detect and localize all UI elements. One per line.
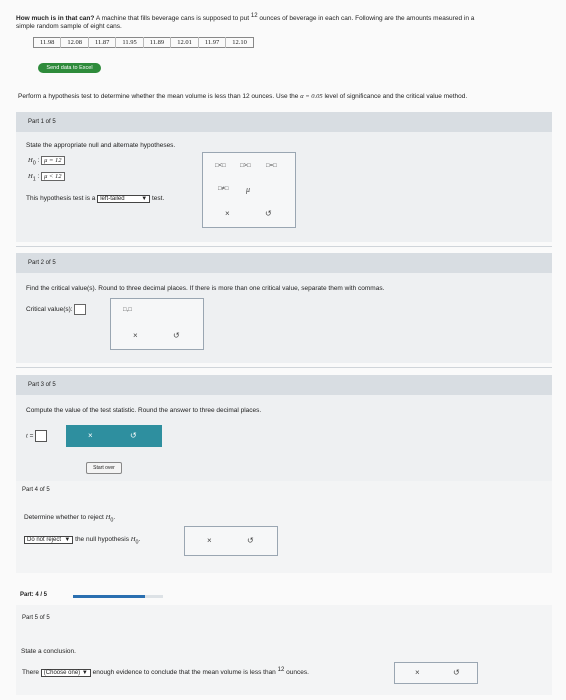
reject-suffix: the null hypothesis — [75, 536, 129, 543]
table-cell: 12.10 — [226, 38, 254, 48]
part2-header: Part 2 of 5 — [16, 253, 552, 273]
clear-icon[interactable]: × — [415, 668, 420, 677]
t-label: t — [26, 432, 28, 440]
start-over-button[interactable]: Start over — [86, 462, 122, 474]
clear-icon[interactable]: × — [88, 431, 93, 440]
h1-label: H — [28, 173, 33, 180]
reject-select[interactable] — [24, 536, 73, 544]
reject-value: Do not reject — [27, 537, 62, 543]
clear-icon[interactable]: × — [207, 536, 212, 545]
test-type-select[interactable] — [97, 195, 150, 203]
table-cell: 11.95 — [116, 38, 143, 48]
part1-prompt: State the appropriate null and alternate hypotheses. — [26, 142, 176, 149]
chevron-down-icon: ▼ — [81, 670, 88, 677]
part2-prompt: Find the critical value(s). Round to three decimal places. If there is more than one critical value, separate them with commas. — [26, 285, 385, 292]
conclusion-middle: enough evidence to conclude that the mean volume is less than — [92, 669, 276, 677]
clear-icon[interactable]: × — [133, 331, 138, 340]
question-text-c: simple random sample of eight cans. — [16, 23, 122, 31]
h0-label: H — [105, 514, 111, 521]
progress-bar — [73, 595, 163, 598]
critical-palette — [110, 298, 204, 350]
critical-value-label: Critical value(s): — [26, 306, 73, 314]
question-text — [16, 12, 556, 31]
table-row — [34, 38, 254, 48]
conclusion-palette — [394, 662, 478, 684]
h0-sub: 0 — [110, 517, 114, 524]
h1-sub: 1 — [32, 176, 36, 183]
test-stat-row — [26, 430, 47, 442]
question-title: How much is in that can? — [16, 15, 95, 23]
instruction-b: ounces. Use the — [251, 93, 299, 100]
conclusion-suffix: ounces. — [286, 669, 309, 677]
table-cell: 11.87 — [89, 38, 116, 48]
h0-input[interactable]: μ = 12 — [41, 156, 64, 165]
test-suffix: test. — [151, 195, 165, 202]
data-table — [33, 37, 254, 48]
reject-row: Do not reject ▼ the null hypothesis $H_0$. — [24, 536, 140, 545]
part5-section — [16, 605, 552, 695]
comma-button[interactable]: □,□ — [123, 307, 132, 313]
conclusion-row — [22, 667, 309, 676]
h0-sub: 0 — [32, 160, 36, 167]
part2-section — [16, 253, 552, 363]
test-stat-toolbar — [66, 425, 162, 447]
alpha-value: α = 0.05 — [300, 93, 323, 100]
conclusion-prefix: There — [22, 669, 39, 677]
part4-prompt-text: Determine whether to reject — [24, 514, 104, 521]
part3-header: Part 3 of 5 — [16, 375, 552, 395]
instruction-c: level of significance and the critical value method. — [324, 93, 468, 100]
undo-icon[interactable]: ↺ — [265, 209, 272, 218]
table-cell: 11.98 — [40, 39, 55, 46]
divider — [16, 367, 552, 368]
conclusion-value: (Choose one) — [43, 670, 81, 677]
test-prefix: This hypothesis test is a — [26, 195, 96, 202]
instructions — [18, 93, 467, 100]
test-stat-input[interactable] — [35, 430, 47, 442]
h0-sub: 0 — [135, 539, 139, 546]
greater-than-button[interactable]: □>□ — [240, 163, 251, 169]
part4-prompt: Determine whether to reject $H_0$. — [24, 514, 116, 524]
part4-section — [16, 481, 552, 573]
undo-icon[interactable]: ↺ — [247, 536, 254, 545]
question-text-a: A machine that fills beverage cans is supposed to put — [95, 15, 250, 23]
progress-fill — [73, 595, 145, 598]
h0-row: $H_0$ : μ = 12 — [28, 156, 65, 166]
part1-header: Part 1 of 5 — [16, 112, 552, 132]
undo-icon[interactable]: ↺ — [173, 331, 180, 340]
test-type-value: left-tailed — [100, 196, 125, 202]
critical-value-row — [26, 304, 86, 315]
undo-icon[interactable]: ↺ — [453, 668, 460, 677]
t-equals: = — [29, 432, 34, 440]
table-cell: 11.97 — [198, 38, 225, 48]
h0-label: H — [130, 536, 136, 543]
test-type-row — [26, 195, 164, 202]
chevron-down-icon: ▼ — [64, 537, 71, 543]
mu-button[interactable]: μ — [246, 185, 251, 194]
conclusion-num: 12 — [277, 667, 285, 673]
question-sup: 12 — [250, 13, 258, 19]
send-to-excel-button[interactable]: Send data to Excel — [38, 63, 101, 73]
progress-label: Part: 4 / 5 — [20, 592, 48, 598]
part4-header: Part 4 of 5 — [22, 487, 50, 493]
equals-button[interactable]: □=□ — [266, 163, 277, 169]
part3-prompt: Compute the value of the test statistic. Round the answer to three decimal places. — [26, 407, 262, 414]
h1-input[interactable]: μ < 12 — [41, 172, 64, 181]
divider — [16, 246, 552, 247]
table-cell: 12.08 — [61, 38, 89, 48]
instruction-num: 12 — [242, 93, 250, 100]
reject-palette — [184, 526, 278, 556]
less-than-button[interactable]: □<□ — [215, 163, 226, 169]
undo-icon[interactable]: ↺ — [130, 431, 137, 440]
table-cell: 12.01 — [171, 38, 199, 48]
critical-value-input[interactable] — [74, 304, 86, 315]
chevron-down-icon: ▼ — [141, 196, 148, 202]
h0-label: H — [28, 157, 33, 164]
question-text-b: ounces of beverage in each can. Following are the amounts measured in a — [259, 15, 475, 23]
h1-row: $H_1$ : μ < 12 — [28, 172, 65, 182]
clear-icon[interactable]: × — [225, 209, 230, 218]
part3-section — [16, 375, 552, 481]
part5-prompt: State a conclusion. — [21, 648, 76, 655]
instruction-a: Perform a hypothesis test to determine whether the mean volume is less than — [18, 93, 241, 100]
not-equal-button[interactable]: □≠□ — [218, 186, 229, 192]
part1-section — [16, 112, 552, 242]
table-cell: 11.89 — [143, 38, 170, 48]
symbol-palette — [202, 152, 296, 228]
part5-header: Part 5 of 5 — [22, 615, 50, 621]
conclusion-select[interactable] — [41, 669, 91, 677]
